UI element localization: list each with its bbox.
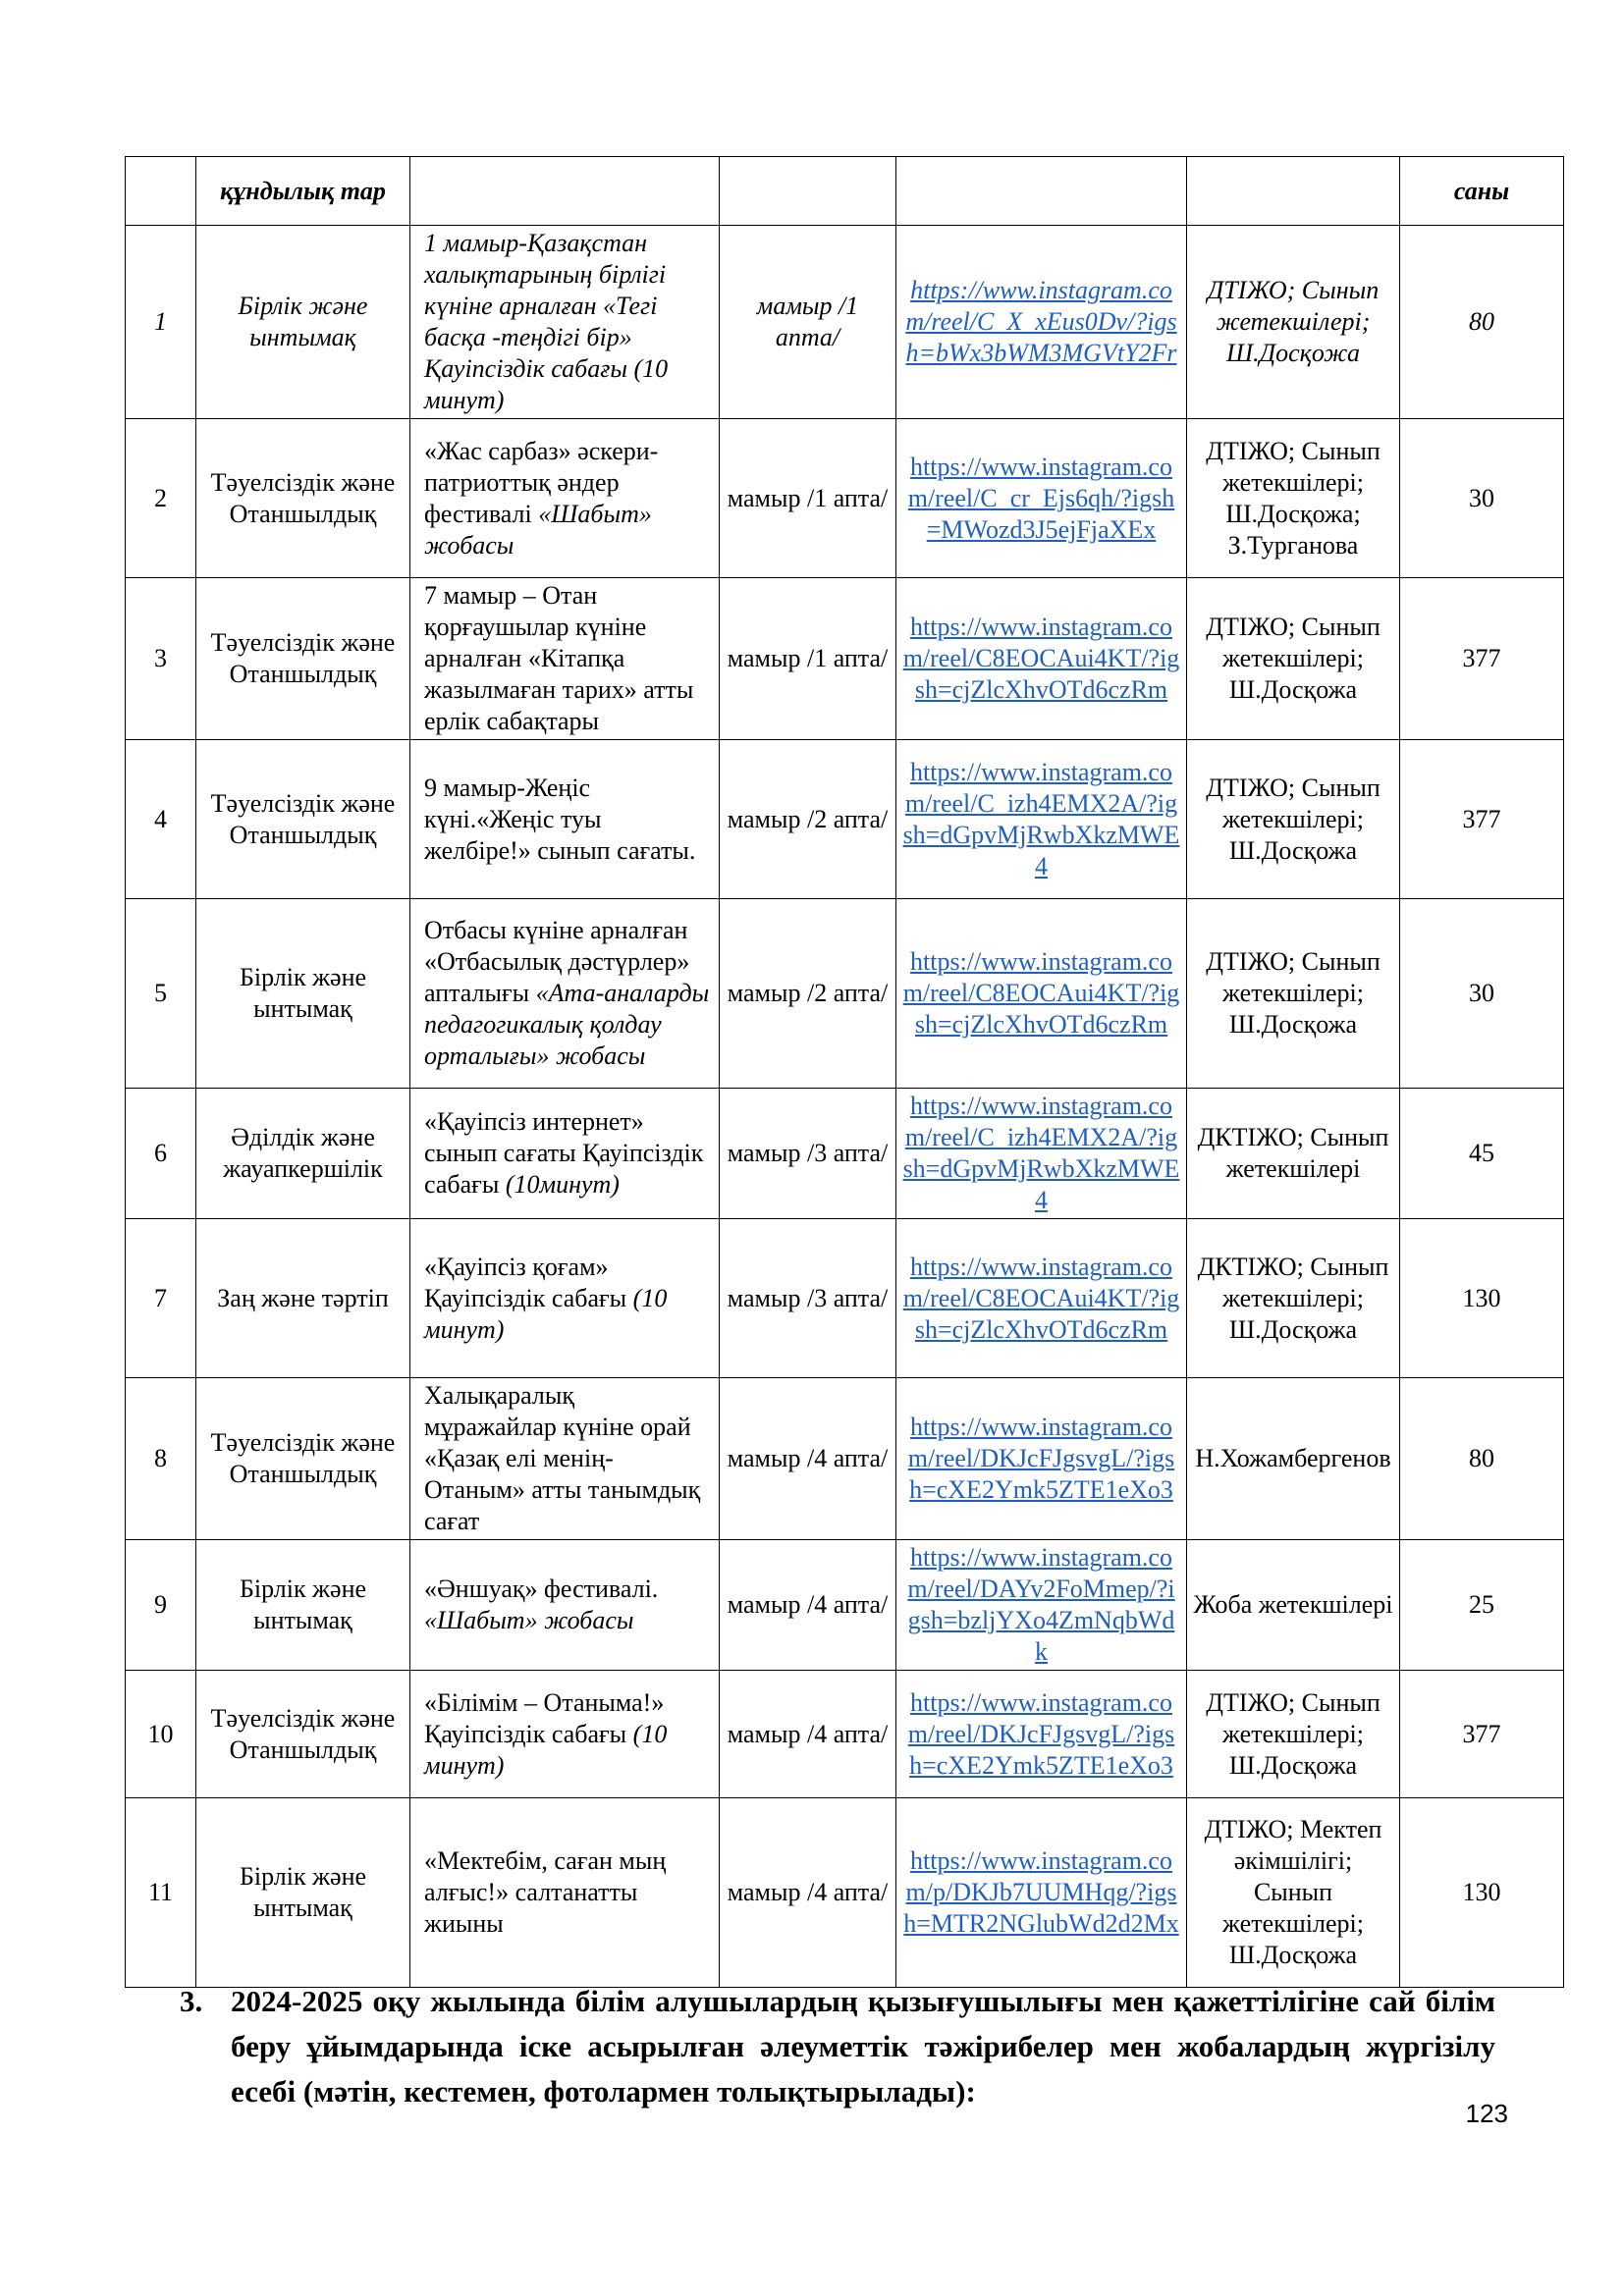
event-italic-text: «Шабыт» жобасы — [424, 499, 652, 560]
event-text: Халықаралық мұражайлар күніне орай «Қазақ елі менің-Отаным» атты танымдық сағат — [424, 1381, 701, 1535]
row-number: 6 — [126, 1089, 196, 1219]
event-text: «Білімім – Отаныма!» Қауіпсіздік сабағы — [424, 1687, 665, 1748]
date-cell: мамыр /3 апта/ — [720, 1219, 896, 1378]
table-row — [126, 899, 1564, 1089]
event-italic-text: «Шабыт» жобасы — [424, 1606, 634, 1634]
date-cell: мамыр /1 апта/ — [720, 578, 896, 740]
event-cell — [410, 1540, 720, 1671]
value-cell: Заң және тәртіп — [196, 1219, 410, 1378]
event-italic-text: (10 минут) — [424, 1283, 668, 1344]
responsible-cell: ДКТІЖО; Сынып жетекшілері; Ш.Досқожа — [1187, 1219, 1400, 1378]
responsible-cell: ДТІЖО; Мектеп әкімшілігі; Сынып жетекшілері; Ш.Досқожа — [1187, 1798, 1400, 1988]
event-cell — [410, 1219, 720, 1378]
event-text: «Жас сарбаз» әскери-патриоттық әндер фестивалі — [424, 436, 659, 528]
table-row — [126, 1219, 1564, 1378]
table-header-row — [126, 157, 1564, 226]
responsible-cell: ДТІЖО; Сынып жетекшілері; Ш.Досқожа; З.Турганова — [1187, 419, 1400, 578]
event-text: «Қауіпсіз қоғам» Қауіпсіздік сабағы — [424, 1252, 627, 1312]
date-cell: мамыр /1 апта/ — [720, 226, 896, 419]
count-cell: 80 — [1400, 226, 1564, 419]
count-cell: 377 — [1400, 578, 1564, 740]
instagram-link[interactable]: https://www.instagram.com/reel/C8EOCAui4KT/?igsh=cjZlcXhvOTd6czRm — [902, 613, 1180, 704]
event-italic-text: (10минут) — [505, 1170, 620, 1199]
event-text: «Әншуақ» фестивалі. — [424, 1575, 659, 1603]
row-number: 1 — [126, 226, 196, 419]
date-cell: мамыр /4 апта/ — [720, 1540, 896, 1671]
event-text: «Мектебім, саған мың алғыс!» салтанатты жиыны — [424, 1846, 667, 1938]
event-text: 7 мамыр – Отан қорғаушылар күніне арналған «Кітапқа жазылмаған тарих» атты ерлік сабақтары — [424, 581, 694, 735]
event-cell — [410, 419, 720, 578]
responsible-cell: ДТІЖО; Сынып жетекшілері; Ш.Досқожа — [1187, 1671, 1400, 1798]
event-cell — [410, 899, 720, 1089]
link-cell — [896, 1378, 1187, 1540]
count-cell: 45 — [1400, 1089, 1564, 1219]
link-cell — [896, 1540, 1187, 1671]
instagram-link[interactable]: https://www.instagram.com/reel/DKJcFJgsvgL/?igsh=cXE2Ymk5ZTE1eXo3 — [907, 1687, 1175, 1780]
table-row — [126, 578, 1564, 740]
row-number: 4 — [126, 740, 196, 899]
event-italic-text: (10 минут) — [424, 1719, 668, 1780]
row-number: 11 — [126, 1798, 196, 1988]
event-cell — [410, 226, 720, 419]
event-italic-text: «Ата-аналарды педагогикалық қолдау орталығы» жобасы — [424, 979, 710, 1070]
link-cell — [896, 1798, 1187, 1988]
table-row — [126, 419, 1564, 578]
count-cell: 30 — [1400, 899, 1564, 1089]
event-cell — [410, 1378, 720, 1540]
event-text: «Қауіпсіз интернет» сынып сағаты Қауіпсіздік сабағы — [424, 1107, 704, 1199]
table-row — [126, 226, 1564, 419]
value-cell: Бірлік және ынтымақ — [196, 226, 410, 419]
event-text: 1 мамыр-Қазақстан халықтарының бірлігі күніне арналған «Тегі басқа -теңдігі бір» Қауіпсіздік сабағы (10 минут) — [424, 229, 669, 414]
value-cell: Тәуелсіздік және Отаншылдық — [196, 578, 410, 740]
event-cell — [410, 578, 720, 740]
header-cell-count: саны — [1400, 157, 1564, 226]
value-cell: Тәуелсіздік және Отаншылдық — [196, 419, 410, 578]
table-row — [126, 1671, 1564, 1798]
instagram-link[interactable]: https://www.instagram.com/reel/DKJcFJgsvgL/?igsh=cXE2Ymk5ZTE1eXo3 — [907, 1413, 1175, 1504]
link-cell — [896, 740, 1187, 899]
header-cell-empty — [126, 157, 196, 226]
value-cell: Бірлік және ынтымақ — [196, 1798, 410, 1988]
value-cell: Бірлік және ынтымақ — [196, 1540, 410, 1671]
value-cell: Тәуелсіздік және Отаншылдық — [196, 1671, 410, 1798]
section-text: 2024-2025 оқу жылында білім алушылардың қызығушылығы мен қажеттілігіне сай білім беру ұйымдарында іске асырылған әлеуметтік тәжірибелер мен жобалардың жүргізілу есебі (мәтін, кестемен, фотолармен толықтырылады): — [231, 1984, 1495, 2109]
responsible-cell: ДКТІЖО; Сынып жетекшілері — [1187, 1089, 1400, 1219]
row-number: 3 — [126, 578, 196, 740]
date-cell: мамыр /4 апта/ — [720, 1798, 896, 1988]
event-cell — [410, 740, 720, 899]
instagram-link[interactable]: https://www.instagram.com/reel/C8EOCAui4KT/?igsh=cjZlcXhvOTd6czRm — [902, 1252, 1180, 1344]
row-number: 9 — [126, 1540, 196, 1671]
header-cell-empty — [720, 157, 896, 226]
date-cell: мамыр /2 апта/ — [720, 740, 896, 899]
count-cell: 130 — [1400, 1219, 1564, 1378]
count-cell: 377 — [1400, 1671, 1564, 1798]
event-cell — [410, 1671, 720, 1798]
row-number: 10 — [126, 1671, 196, 1798]
value-cell: Бірлік және ынтымақ — [196, 899, 410, 1089]
instagram-link[interactable]: https://www.instagram.com/reel/C_izh4EMX2A/?igsh=dGpvMjRwbXkzMWE4 — [902, 1092, 1180, 1214]
link-cell — [896, 1671, 1187, 1798]
count-cell: 130 — [1400, 1798, 1564, 1988]
event-text: 9 мамыр-Жеңіс күні.«Жеңіс туы желбіре!» сынып сағаты. — [424, 773, 696, 865]
page-number: 123 — [1465, 2099, 1508, 2128]
count-cell: 80 — [1400, 1378, 1564, 1540]
row-number: 7 — [126, 1219, 196, 1378]
header-cell-empty — [1187, 157, 1400, 226]
count-cell: 377 — [1400, 740, 1564, 899]
instagram-link[interactable]: https://www.instagram.com/p/DKJb7UUMHqg/?igsh=MTR2NGlubWd2d2Mx — [903, 1846, 1179, 1938]
section-number: 3. — [180, 1984, 203, 2018]
value-cell: Тәуелсіздік және Отаншылдық — [196, 1378, 410, 1540]
table-row — [126, 1798, 1564, 1988]
link-cell — [896, 1219, 1187, 1378]
instagram-link[interactable]: https://www.instagram.com/reel/DAYv2FoMmep/?igsh=bzljYXo4ZmNqbWdk — [907, 1543, 1175, 1666]
header-cell-empty — [896, 157, 1187, 226]
responsible-cell: ДТІЖО; Сынып жетекшілері; Ш.Досқожа — [1187, 578, 1400, 740]
date-cell: мамыр /4 апта/ — [720, 1378, 896, 1540]
responsible-cell: ДТІЖО; Сынып жетекшілері; Ш.Досқожа — [1187, 899, 1400, 1089]
header-cell-values: құндылық тар — [196, 157, 410, 226]
table-row — [126, 1540, 1564, 1671]
responsible-cell: Н.Хожамбергенов — [1187, 1378, 1400, 1540]
instagram-link[interactable]: https://www.instagram.com/reel/C_izh4EMX2A/?igsh=dGpvMjRwbXkzMWE4 — [902, 757, 1180, 881]
count-cell: 30 — [1400, 419, 1564, 578]
link-cell — [896, 1089, 1187, 1219]
row-number: 5 — [126, 899, 196, 1089]
date-cell: мамыр /4 апта/ — [720, 1671, 896, 1798]
date-cell: мамыр /2 апта/ — [720, 899, 896, 1089]
instagram-link[interactable]: https://www.instagram.com/reel/C8EOCAui4KT/?igsh=cjZlcXhvOTd6czRm — [902, 947, 1180, 1039]
date-cell: мамыр /1 апта/ — [720, 419, 896, 578]
value-cell: Тәуелсіздік және Отаншылдық — [196, 740, 410, 899]
instagram-link[interactable]: https://www.instagram.com/reel/C_X_xEus0Dv/?igsh=bWx3bWM3MGVtY2Fr — [905, 276, 1177, 367]
event-text: Отбасы күніне арналған «Отбасылық дәстүрлер» апталығы — [424, 916, 690, 1007]
value-cell: Әділдік және жауапкершілік — [196, 1089, 410, 1219]
row-number: 8 — [126, 1378, 196, 1540]
responsible-cell: ДТІЖО; Сынып жетекшілері; Ш.Досқожа — [1187, 226, 1400, 419]
responsible-cell: Жоба жетекшілері — [1187, 1540, 1400, 1671]
responsible-cell: ДТІЖО; Сынып жетекшілері; Ш.Досқожа — [1187, 740, 1400, 899]
instagram-link[interactable]: https://www.instagram.com/reel/C_cr_Ejs6qh/?igsh=MWozd3J5ejFjaXEx — [907, 452, 1175, 544]
header-cell-empty — [410, 157, 720, 226]
row-number: 2 — [126, 419, 196, 578]
table-row — [126, 740, 1564, 899]
event-cell — [410, 1089, 720, 1219]
event-cell — [410, 1798, 720, 1988]
table-row — [126, 1089, 1564, 1219]
link-cell — [896, 419, 1187, 578]
date-cell: мамыр /3 апта/ — [720, 1089, 896, 1219]
link-cell — [896, 578, 1187, 740]
table-row — [126, 1378, 1564, 1540]
section-heading — [180, 1979, 1495, 2114]
count-cell: 25 — [1400, 1540, 1564, 1671]
link-cell — [896, 226, 1187, 419]
link-cell — [896, 899, 1187, 1089]
events-table — [125, 156, 1564, 1988]
